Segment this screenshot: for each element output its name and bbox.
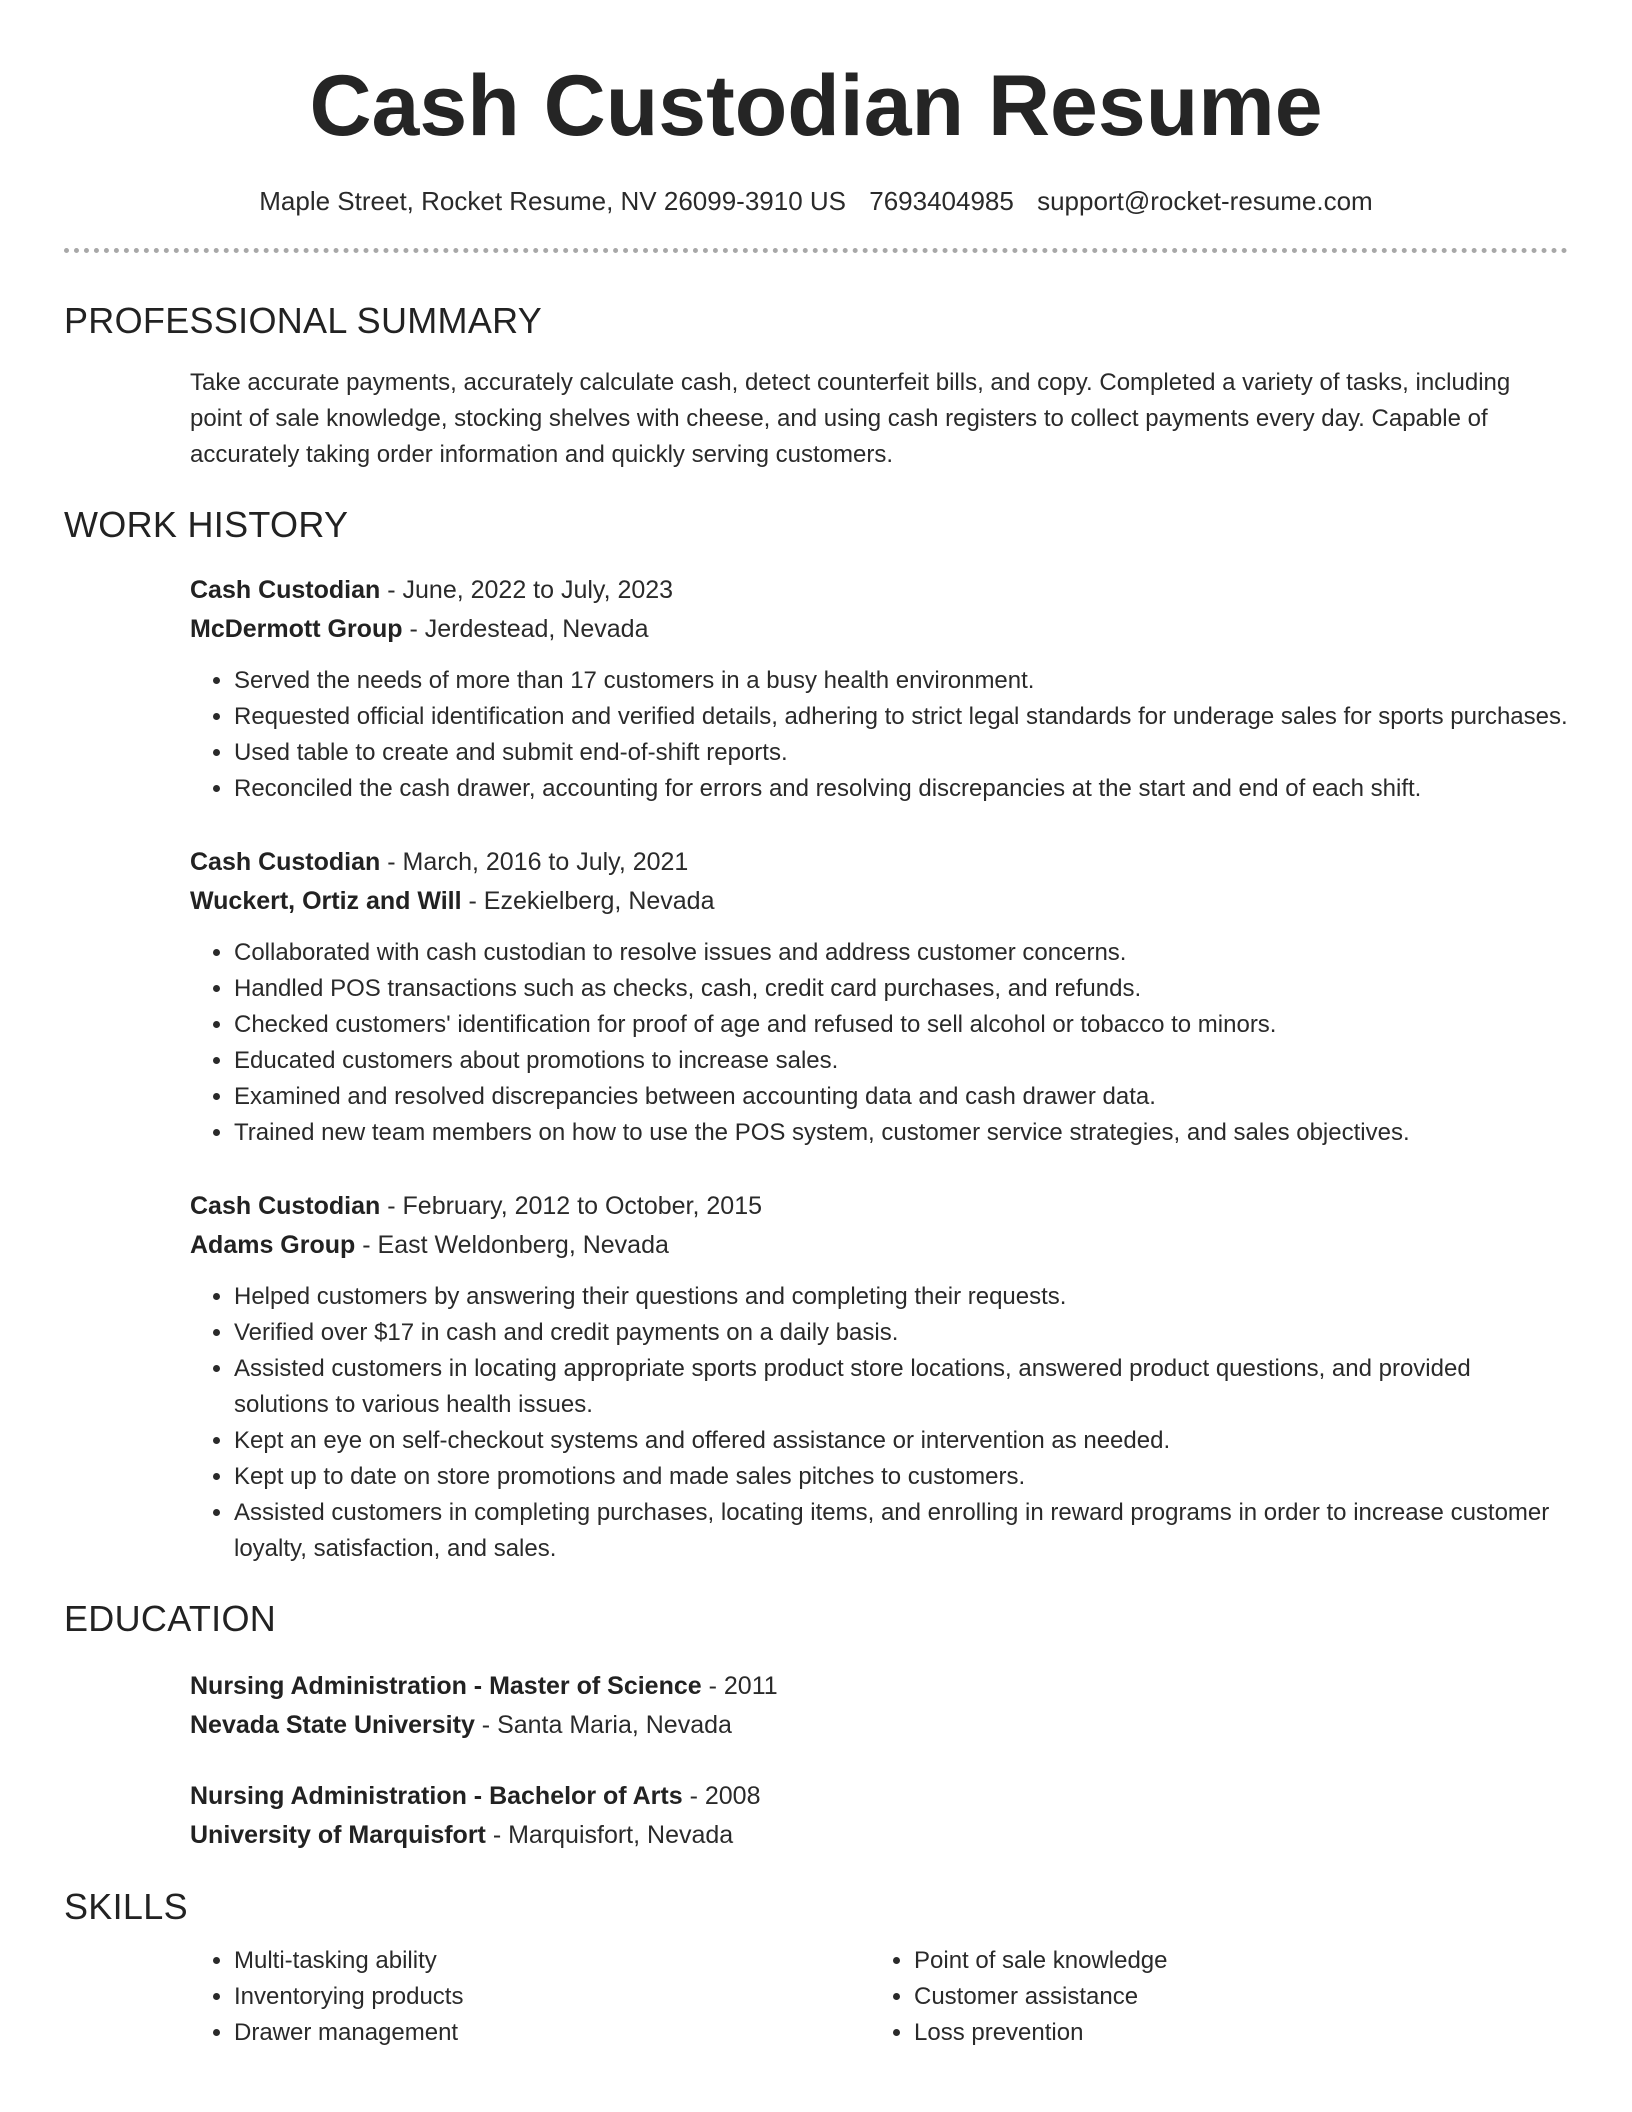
school-line	[190, 1706, 1568, 1745]
skills-section	[64, 1885, 1568, 2051]
contact-line	[64, 184, 1568, 218]
job-role: Cash Custodian	[190, 848, 381, 876]
degree-year: - 2011	[701, 1672, 778, 1700]
list-item: • Served the needs of more than 17 customers in a busy health environment.	[234, 663, 1568, 699]
school-name: University of Marquisfort	[190, 1821, 486, 1849]
school-location: - Santa Maria, Nevada	[474, 1711, 732, 1739]
list-item: • Educated customers about promotions to increase sales.	[234, 1043, 1568, 1079]
skill-item: • Point of sale knowledge	[914, 1943, 1550, 1979]
job-company: Adams Group	[190, 1231, 356, 1259]
list-item: • Verified over $17 in cash and credit payments on a daily basis.	[234, 1315, 1568, 1351]
list-item: • Reconciled the cash drawer, accounting for errors and resolving discrepancies at the start and end of each shift.	[234, 771, 1568, 807]
job-role: Cash Custodian	[190, 576, 381, 604]
job-location: - Jerdestead, Nevada	[402, 615, 649, 643]
section-title-skills: SKILLS	[64, 1886, 188, 1927]
job-title-line	[190, 1187, 1568, 1226]
job-company-line	[190, 610, 1568, 649]
header-divider	[64, 248, 1568, 253]
job-dates: - February, 2012 to October, 2015	[380, 1192, 762, 1220]
contact-phone: 7693404985	[869, 186, 1014, 216]
degree-line	[190, 1777, 1568, 1816]
list-item: • Examined and resolved discrepancies between accounting data and cash drawer data.	[234, 1079, 1568, 1115]
list-item: • Handled POS transactions such as checks, cash, credit card purchases, and refunds.	[234, 971, 1568, 1007]
job-dates: - March, 2016 to July, 2021	[380, 848, 689, 876]
job-company-line	[190, 882, 1568, 921]
list-item: • Kept an eye on self-checkout systems and offered assistance or intervention as needed.	[234, 1423, 1568, 1459]
skill-item: • Multi-tasking ability	[234, 1943, 870, 1979]
list-item: • Collaborated with cash custodian to resolve issues and address customer concerns.	[234, 935, 1568, 971]
job-dates: - June, 2022 to July, 2023	[380, 576, 674, 604]
summary-text: Take accurate payments, accurately calculate cash, detect counterfeit bills, and copy. Completed a variety of tasks, including point of sale knowledge, stocking shelves with cheese, and using cash registers to collect payments every day. Capable of accurately taking order information and quickly serving customers.	[190, 369, 1511, 468]
job-entry	[190, 571, 1568, 807]
job-location: - Ezekielberg, Nevada	[461, 887, 715, 915]
section-title-summary: PROFESSIONAL SUMMARY	[64, 300, 543, 341]
list-item: • Checked customers' identification for proof of age and refused to sell alcohol or tobacco to minors.	[234, 1007, 1568, 1043]
degree-name: Nursing Administration - Bachelor of Arts	[190, 1782, 683, 1810]
education-section	[64, 1597, 1568, 1855]
section-title-work-history: WORK HISTORY	[64, 504, 349, 545]
job-role: Cash Custodian	[190, 1192, 381, 1220]
job-bullets	[190, 1279, 1568, 1567]
job-company: Wuckert, Ortiz and Will	[190, 887, 462, 915]
job-company: McDermott Group	[190, 615, 403, 643]
job-title-line	[190, 843, 1568, 882]
list-item: • Requested official identification and verified details, adhering to strict legal standards for underage sales for sports purchases.	[234, 699, 1568, 735]
list-item: • Used table to create and submit end-of-shift reports.	[234, 735, 1568, 771]
degree-line	[190, 1667, 1568, 1706]
school-name: Nevada State University	[190, 1711, 475, 1739]
skills-list-left	[190, 1943, 870, 2051]
contact-address: Maple Street, Rocket Resume, NV 26099-3910 US	[259, 186, 847, 216]
skills-grid	[190, 1943, 1568, 2051]
skills-list-right	[870, 1943, 1550, 2051]
skill-item: • Inventorying products	[234, 1979, 870, 2015]
list-item: • Assisted customers in locating appropriate sports product store locations, answered product questions, and provided solutions to various health issues.	[234, 1351, 1568, 1423]
degree-year: - 2008	[682, 1782, 761, 1810]
job-company-line	[190, 1226, 1568, 1265]
job-location: - East Weldonberg, Nevada	[355, 1231, 669, 1259]
job-title-line	[190, 571, 1568, 610]
degree-name: Nursing Administration - Master of Science	[190, 1672, 702, 1700]
summary-section	[64, 299, 1568, 473]
job-bullets	[190, 935, 1568, 1151]
skill-item: • Drawer management	[234, 2015, 870, 2051]
contact-email: support@rocket-resume.com	[1037, 186, 1373, 216]
education-entry	[190, 1667, 1568, 1745]
work-history-section	[64, 503, 1568, 1567]
skill-item: • Loss prevention	[914, 2015, 1550, 2051]
school-location: - Marquisfort, Nevada	[485, 1821, 734, 1849]
list-item: • Assisted customers in completing purchases, locating items, and enrolling in reward programs in order to increase customer loyalty, satisfaction, and sales.	[234, 1495, 1568, 1567]
education-entry	[190, 1777, 1568, 1855]
skill-item: • Customer assistance	[914, 1979, 1550, 2015]
section-title-education: EDUCATION	[64, 1598, 277, 1639]
list-item: • Helped customers by answering their questions and completing their requests.	[234, 1279, 1568, 1315]
school-line	[190, 1816, 1568, 1855]
job-bullets	[190, 663, 1568, 807]
job-entry	[190, 843, 1568, 1151]
list-item: • Kept up to date on store promotions and made sales pitches to customers.	[234, 1459, 1568, 1495]
list-item: • Trained new team members on how to use the POS system, customer service strategies, and sales objectives.	[234, 1115, 1568, 1151]
resume-title: Cash Custodian Resume	[309, 58, 1323, 154]
job-entry	[190, 1187, 1568, 1567]
